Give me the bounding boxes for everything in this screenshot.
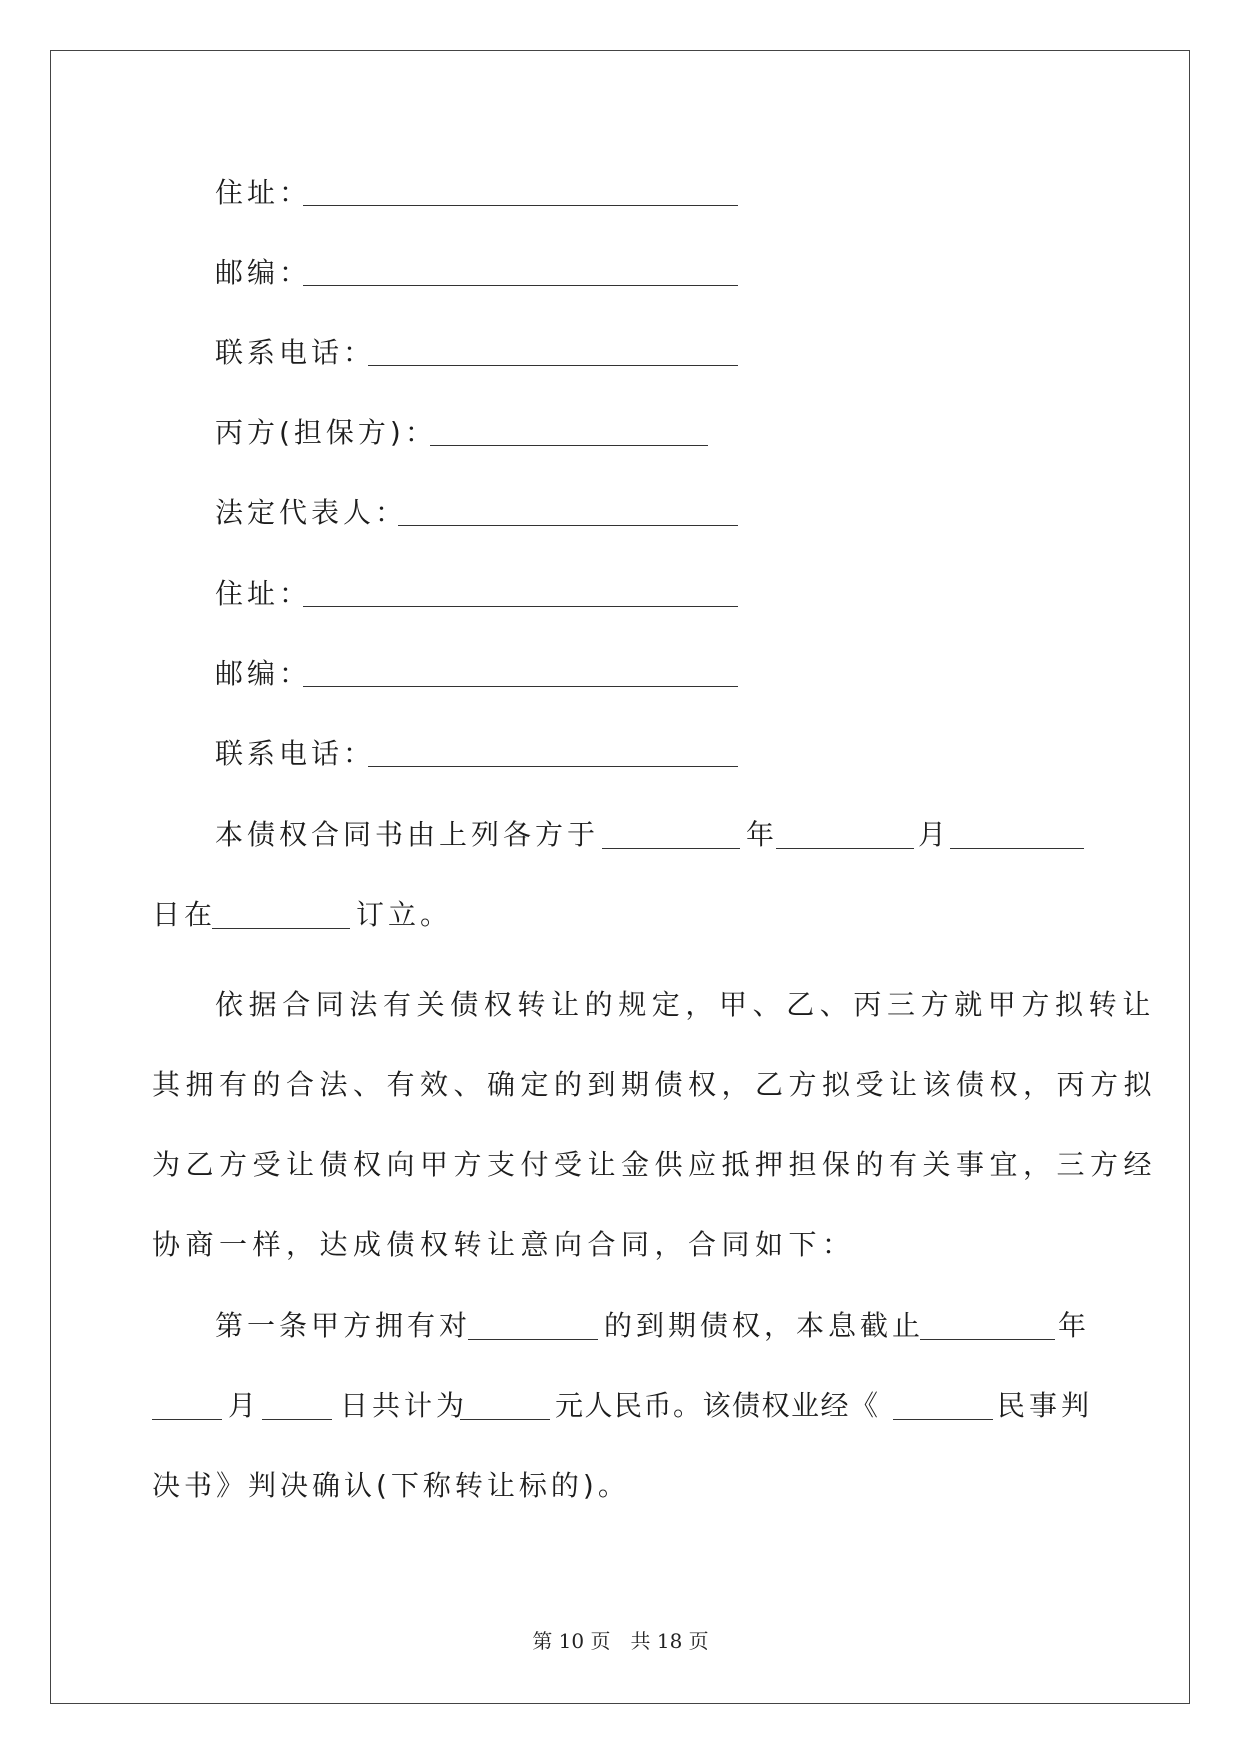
- cutoff-year-blank[interactable]: [920, 1339, 1055, 1340]
- article1-year: 年: [1058, 1309, 1091, 1342]
- article1-month: 月: [228, 1389, 261, 1422]
- day-blank[interactable]: [950, 848, 1084, 849]
- address-blank-c[interactable]: [303, 606, 738, 607]
- preamble-line-1: 依据合同法有关债权转让的规定，甲、乙、丙三方就甲方拟转让: [215, 988, 1156, 1021]
- address-label: 住址：: [215, 176, 312, 209]
- day-place-label: 日在: [152, 898, 217, 931]
- legal-rep-blank[interactable]: [398, 525, 738, 526]
- article1-currency: 元人民币。该债权业经《: [555, 1389, 880, 1422]
- phone-blank[interactable]: [368, 365, 738, 366]
- article1-judgment: 民事判: [997, 1389, 1094, 1422]
- address-label-c: 住址：: [215, 577, 312, 610]
- article1-text-b: 的到期债权，本息截止: [604, 1309, 925, 1342]
- page-number: 第 10 页 共 18 页: [532, 1629, 709, 1653]
- year-blank[interactable]: [602, 848, 740, 849]
- phone-blank-c[interactable]: [368, 766, 738, 767]
- debtor-blank[interactable]: [468, 1339, 598, 1340]
- article1-total: 日共计为: [340, 1389, 469, 1422]
- cutoff-month-blank[interactable]: [152, 1419, 222, 1420]
- postcode-blank-c[interactable]: [303, 686, 738, 687]
- month-label: 月: [918, 818, 951, 851]
- judgment-blank[interactable]: [893, 1419, 993, 1420]
- month-blank[interactable]: [776, 848, 914, 849]
- page-border: [50, 50, 1190, 1704]
- party-c-blank[interactable]: [430, 445, 708, 446]
- legal-rep-label: 法定代表人：: [215, 496, 408, 529]
- article1-line-3: 决书》判决确认(下称转让标的)。: [152, 1469, 630, 1502]
- postcode-label-c: 邮编：: [215, 657, 312, 690]
- signing-end: 订立。: [356, 898, 453, 931]
- amount-blank[interactable]: [460, 1419, 550, 1420]
- address-blank[interactable]: [303, 205, 738, 206]
- party-c-label: 丙方(担保方)：: [215, 416, 437, 449]
- article1-text-a: 第一条甲方拥有对: [215, 1309, 472, 1342]
- postcode-label: 邮编：: [215, 256, 312, 289]
- preamble-line-2: 其拥有的合法、有效、确定的到期债权，乙方拟受让该债权，丙方拟: [152, 1068, 1158, 1101]
- year-label: 年: [746, 818, 779, 851]
- preamble-line-3: 为乙方受让债权向甲方支付受让金供应抵押担保的有关事宜，三方经: [152, 1148, 1158, 1181]
- preamble-line-4: 协商一样，达成债权转让意向合同，合同如下：: [152, 1228, 856, 1261]
- cutoff-day-blank[interactable]: [262, 1419, 332, 1420]
- postcode-blank[interactable]: [303, 285, 738, 286]
- signing-line-text: 本债权合同书由上列各方于: [215, 818, 600, 851]
- phone-label: 联系电话：: [215, 336, 376, 369]
- phone-label-c: 联系电话：: [215, 737, 376, 770]
- place-blank[interactable]: [212, 928, 350, 929]
